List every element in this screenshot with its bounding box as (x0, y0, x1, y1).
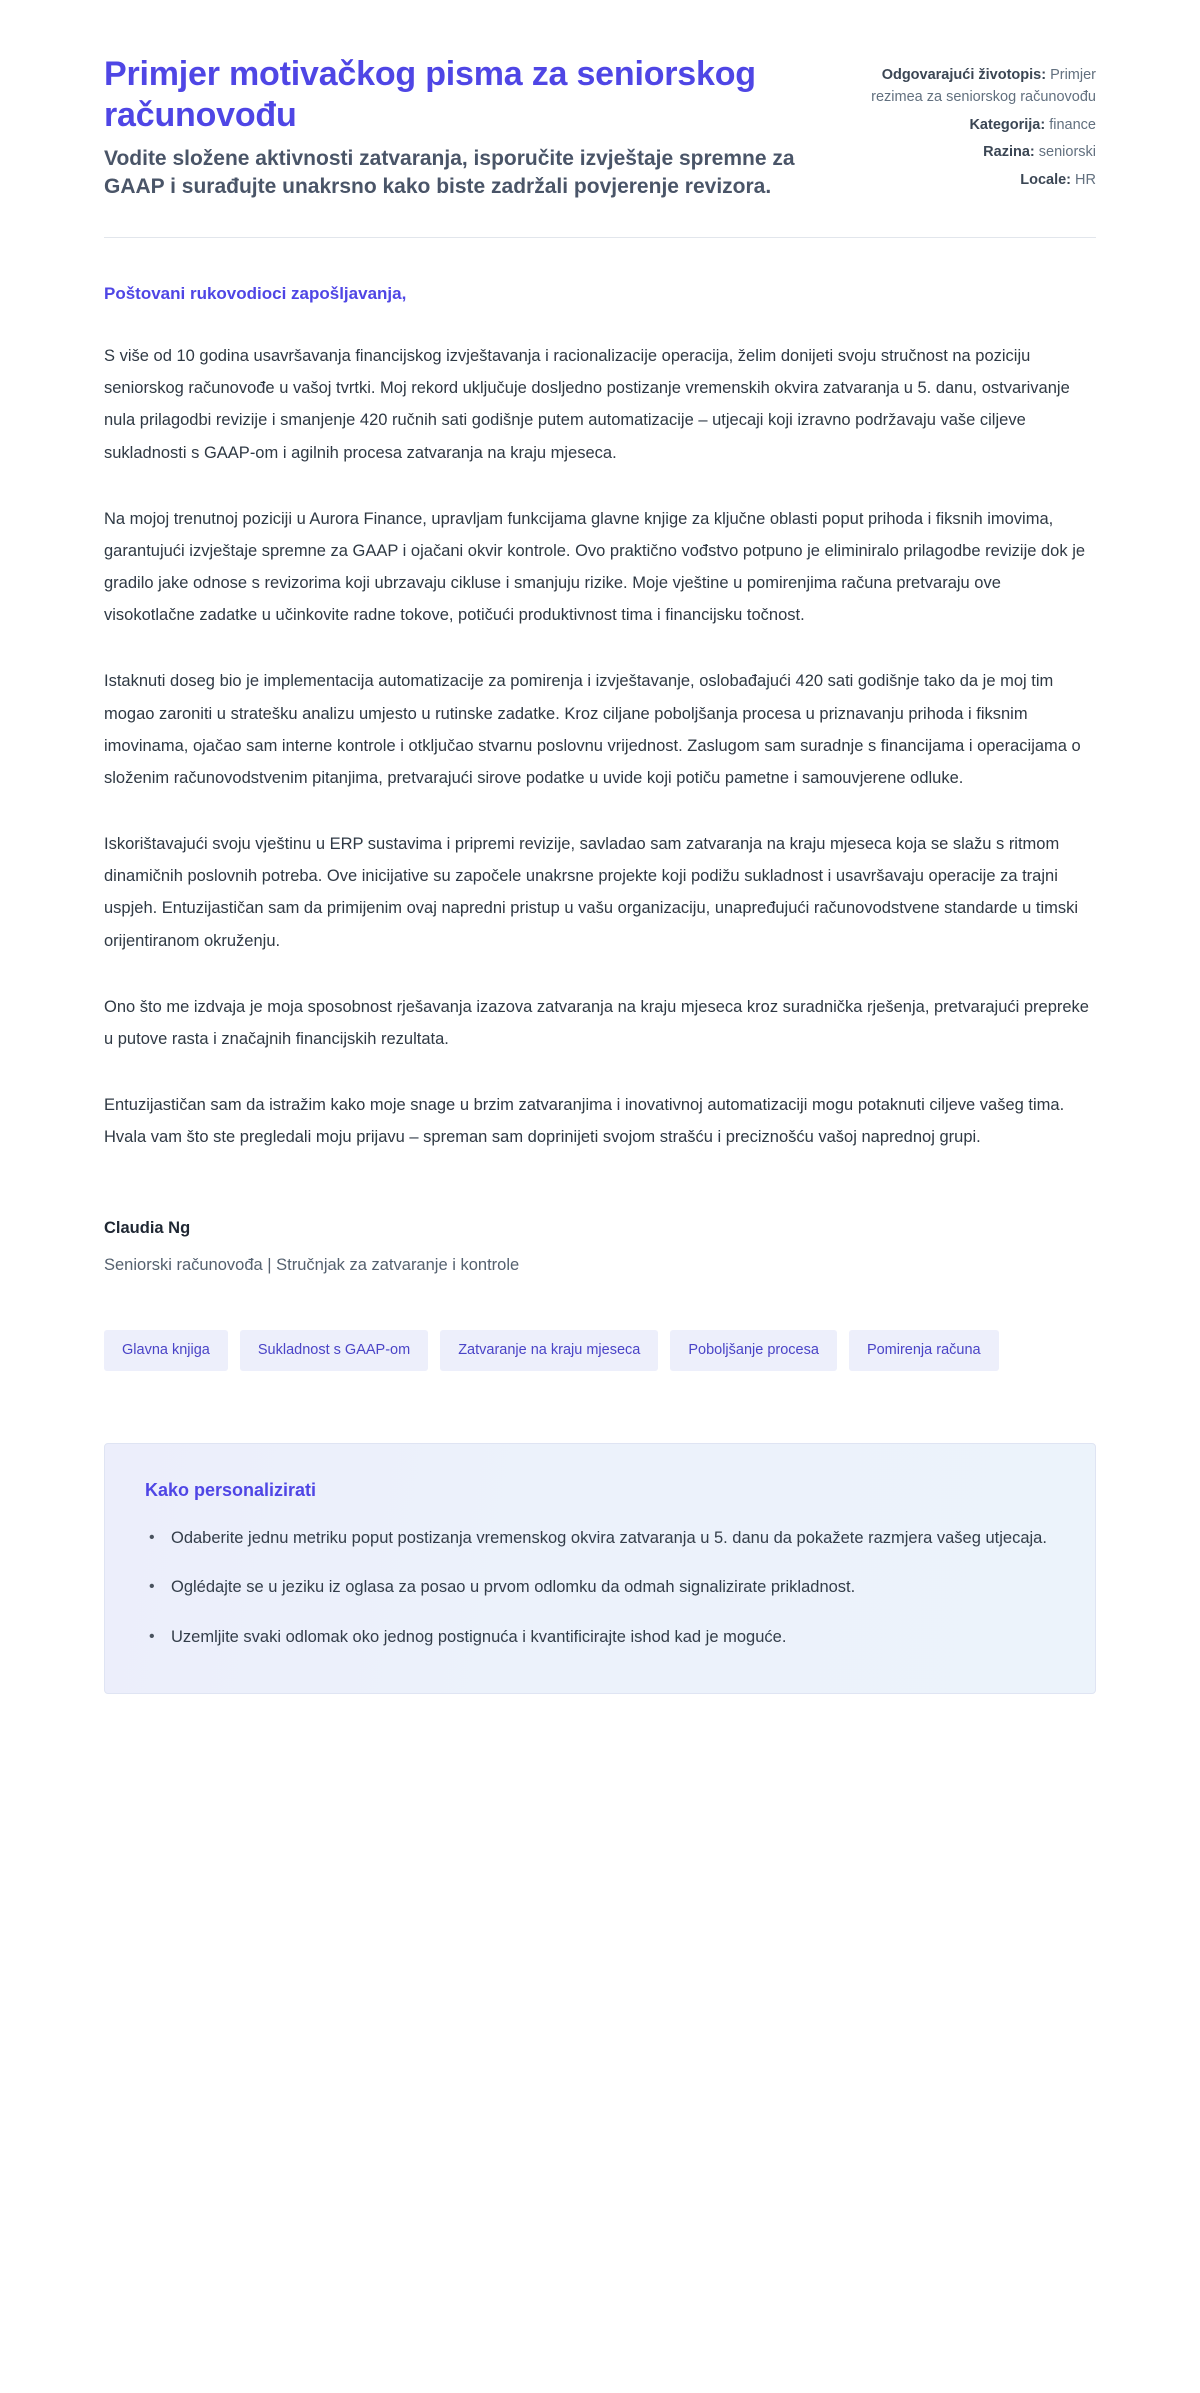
meta-row-locale (856, 169, 1096, 191)
letter-paragraph: Ono što me izdvaja je moja sposobnost rješavanja izazova zatvaranja na kraju mjeseca kroz suradnička rješenja, pretvarajući prepreke u putove rasta i značajnih financijskih rezultata. (104, 997, 1089, 1048)
meta-value-matching-resume: Primjer rezimea za seniorskog računovođu (871, 67, 1096, 106)
letter-paragraph: Iskorištavajući svoju vještinu u ERP sustavima i pripremi revizije, savladao sam zatvaranja na kraju mjeseca koja se slažu s ritmom dinamičnih poslovnih potreba. Ove inicijative su započele unakrsne projekte koji podižu sukladnost i usavršavaju operacije za trajni uspjeh. Entuzijastičan sam da primijenim ovaj napredni pristup u vašu organizaciju, unapređujući računovodstvene standarde u timski orijentiranom okruženju. (104, 835, 1079, 950)
skill-tag[interactable]: Sukladnost s GAAP-om (240, 1330, 428, 1371)
header-title-block (104, 54, 804, 201)
letter-paragraph: Na mojoj trenutnoj poziciji u Aurora Finance, upravljam funkcijama glavne knjige za ključne oblasti poput prihoda i fiksnih imovima, garantujući izvještaje spremne za GAAP i ojačani okvir kontrole. Ovo praktično vođstvo potpuno je eliminiralo prilagodbe revizije dok je gradilo jake odnose s revizorima koji ubrzavaju cikluse i smanjuju rizike. Moje vještine u pomirenjima računa pretvaraju ove visokotlačne zadatke u učinkovite radne tokove, potičući produktivnost tima i financijsku točnost. (104, 509, 1086, 625)
signature-name: Claudia Ng (104, 1219, 191, 1238)
letter-signature (104, 1215, 1096, 1278)
skill-tag[interactable]: Zatvaranje na kraju mjeseca (440, 1330, 658, 1371)
personalization-callout (104, 1443, 1096, 1694)
callout-tip-item: • Odaberite jednu metriku poput postizanja vremenskog okvira zatvaranja u 5. danu da pokažete razmjera vašeg utjecaja. (145, 1523, 1055, 1554)
page-header (104, 0, 1096, 201)
letter-paragraph: Entuzijastičan sam da istražim kako moje snage u brzim zatvaranjima i inovativnoj automatizaciji mogu potaknuti ciljeve vašeg tima. Hvala vam što ste pregledali moju prijavu – spreman sam doprinijeti svojom strašću i preciznošću vašoj naprednoj grupi. (104, 1096, 1065, 1147)
meta-label-level: Razina: (983, 144, 1035, 161)
skill-tag-list (104, 1330, 1004, 1371)
skill-tag[interactable]: Pomirenja računa (849, 1330, 999, 1371)
letter-body (104, 238, 1096, 1694)
page-title: Primjer motivačkog pisma za seniorskog računovođu (104, 55, 756, 135)
callout-tip-list (145, 1523, 1055, 1653)
meta-label-locale: Locale: (1020, 171, 1072, 188)
meta-row-level (856, 141, 1096, 163)
callout-tip-item: • Oglédajte se u jeziku iz oglasa za posao u prvom odlomku da odmah signalizirate prikladnost. (145, 1572, 1055, 1603)
meta-row-category (856, 114, 1096, 136)
meta-value-category: finance (1049, 116, 1096, 133)
letter-paragraph: S više od 10 godina usavršavanja financijskog izvještavanja i racionalizacije operacija, želim donijeti svoju stručnost na poziciju seniorskog računovođe u vašoj tvrtki. Moj rekord uključuje dosljedno postizanje vremenskih okvira zatvaranja u 5. danu, ostvarivanje nula prilagodbi revizije i smanjenje 420 ručnih sati godišnje putem automatizacije – utjecaji koji izravno podržavaju vaše ciljeve sukladnosti s GAAP-om i agilnih procesa zatvaranja na kraju mjeseca. (104, 346, 1070, 462)
signature-role: Seniorski računovođa | Stručnjak za zatvaranje i kontrole (104, 1255, 520, 1274)
callout-title: Kako personalizirati (145, 1479, 317, 1500)
meta-value-level: seniorski (1038, 144, 1096, 161)
meta-value-locale: HR (1075, 171, 1096, 188)
meta-label-matching-resume: Odgovarajući životopis: (881, 67, 1047, 83)
meta-label-category: Kategorija: (969, 116, 1046, 133)
skill-tag[interactable]: Glavna knjiga (104, 1330, 228, 1371)
meta-row-matching-resume (856, 64, 1096, 109)
letter-paragraph: Istaknuti doseg bio je implementacija automatizacije za pomirenja i izvještavanje, oslobađajući 420 sati godišnje tako da je moj tim mogao zaroniti u stratešku analizu umjesto u rutinske zadatke. Kroz ciljane poboljšanja procesa u priznavanju prihoda i fiksnim imovinama, ojačao sam interne kontrole i otključao stvarnu poslovnu vrijednost. Zaslugom sam suradnje s financijama i operacijama o složenim računovodstvenim pitanjima, pretvarajući sirove podatke u uvide koji potiču pametne i samouvjerene odluke. (104, 672, 1081, 787)
letter-salutation: Poštovani rukovodioci zapošljavanja, (104, 284, 407, 304)
skill-tag[interactable]: Poboljšanje procesa (670, 1330, 837, 1371)
callout-tip-item: • Uzemljite svaki odlomak oko jednog postignuća i kvantificirajte ishod kad je moguće. (145, 1622, 1055, 1653)
page-subtitle: Vodite složene aktivnosti zatvaranja, isporučite izvještaje spremne za GAAP i surađujte unakrsno kako biste zadržali povjerenje revizora. (104, 146, 795, 199)
document-metadata (856, 54, 1096, 191)
